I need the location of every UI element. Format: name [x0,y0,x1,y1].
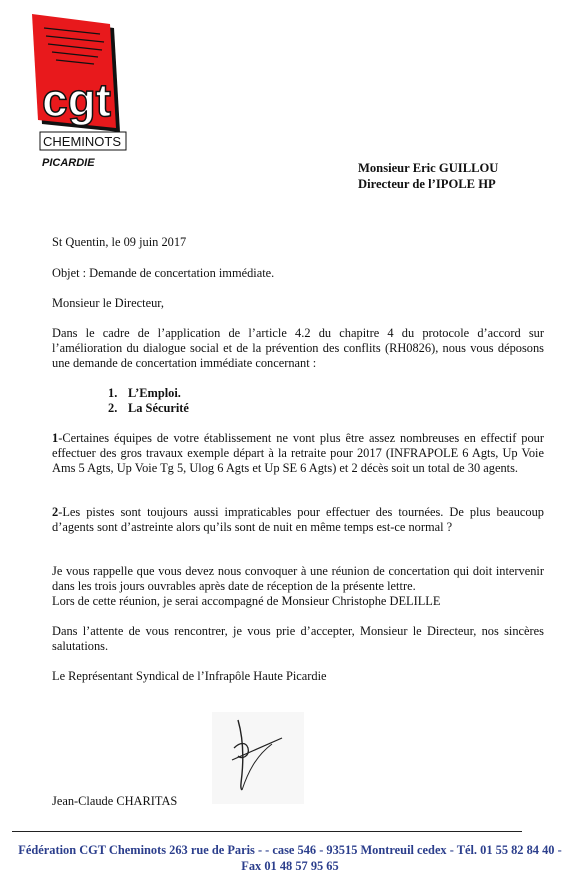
logo-sector-text: CHEMINOTS [43,134,121,149]
cgt-logo-graphic [22,14,134,174]
date-line: St Quentin, le 09 juin 2017 [52,235,187,249]
meeting-line: Lors de cette réunion, je serai accompagné de Monsieur Christophe DELILLE [52,594,441,608]
closing-paragraph: Dans l’attente de vous rencontrer, je vous prie d’accepter, Monsieur le Directeur, nos sincères salutations. [52,624,544,653]
footer-line-2: Fax 01 48 57 95 65 [241,859,339,873]
concern-item-safety: 2. La Sécurité [108,401,189,415]
intro-paragraph: Dans le cadre de l’application de l’article 4.2 du chapitre 4 du protocole d’accord sur l’amélioration du dialogue social et de la prévention des conflits (RH0826), nous vous déposons une demande de concertation immédiate concernant : [52,326,544,370]
footer-line-1: Fédération CGT Cheminots 263 rue de Paris - - case 546 - 93515 Montreuil cedex - Tél. 01 55 82 84 40 - [18,843,562,857]
logo-union-text: cgt [42,74,111,126]
recipient-block [358,160,498,192]
footer-divider [12,831,522,832]
point-1-number: 1 [52,431,59,445]
point-1-paragraph [52,431,544,476]
footer-address [0,842,580,874]
point-2-number: 2 [52,505,59,519]
concern-item-employment: 1. L’Emploi. [108,386,181,400]
recipient-title: Directeur de l’IPOLE HP [358,177,496,191]
concern-list [108,386,189,416]
cgt-cheminots-picardie-logo [22,14,134,174]
point-2-text: -Les pistes sont toujours aussi impraticables pour effectuer des tournées. De plus beaucoup d’agents sont d’astreinte alors qu’ils sont de nuit en même temps est-ce normal ? [52,505,544,534]
sender-title: Le Représentant Syndical de l’Infrapôle Haute Picardie [52,669,327,683]
point-2-paragraph [52,505,544,535]
handwritten-signature [212,712,304,804]
signatory-name: Jean-Claude CHARITAS [52,794,178,808]
point-1-text: -Certaines équipes de votre établissement ne vont plus être assez nombreuses en effectif pour effectuer des gros travaux exemple départ à la retraite pour 2017 (INFRAPOLE 6 Agts, Up Voie Ams 5 Agts, Up Voie Tg 5, Ulog 6 Agts et Up SE 6 Agts) et 2 décès soit un total de 30 agents. [52,431,544,475]
salutation: Monsieur le Directeur, [52,296,165,310]
reminder-paragraph: Je vous rappelle que vous devez nous convoquer à une réunion de concertation qui doit intervenir dans les trois jours ouvrables après date de réception de la présente lettre. [52,564,544,593]
signature-icon [212,712,304,804]
subject-line: Objet : Demande de concertation immédiate. [52,266,275,280]
recipient-name: Monsieur Eric GUILLOU [358,161,499,175]
logo-region-text: PICARDIE [42,157,95,169]
